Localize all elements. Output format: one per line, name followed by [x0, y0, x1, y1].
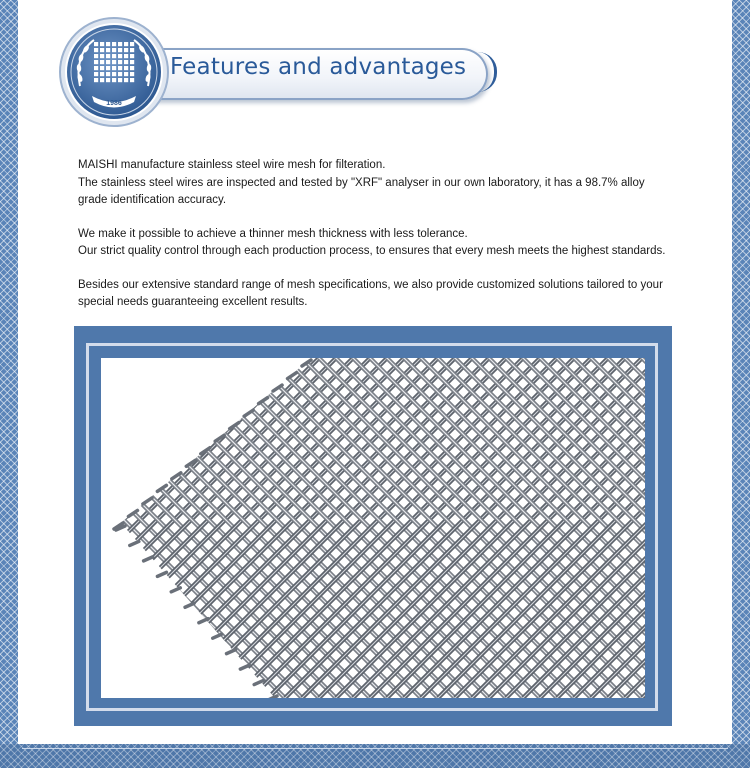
- section-header: [58, 16, 498, 128]
- description: [78, 157, 674, 328]
- woven-wire-mesh-illustration: [101, 358, 645, 698]
- paragraph-line: The stainless steel wires are inspected and tested by "XRF" analyser in our own laboratory, it has a 98.7% alloy grade identification accuracy.: [78, 176, 645, 206]
- emblem-year: 1986: [106, 100, 122, 107]
- footer-strip: [0, 744, 750, 768]
- paragraph: [78, 277, 674, 312]
- paragraph-line: MAISHI manufacture stainless steel wire mesh for filteration.: [78, 159, 386, 171]
- banner-accent: [478, 52, 497, 92]
- paragraph-line: Our strict quality control through each production process, to ensures that every mesh meets the highest standards.: [78, 245, 666, 257]
- wire-mesh-laurel-emblem-icon: [58, 16, 170, 128]
- paragraph-line: We make it possible to achieve a thinner mesh thickness with less tolerance.: [78, 227, 468, 240]
- section-title: Features and advantages: [170, 54, 467, 80]
- paragraph: [78, 226, 674, 261]
- paragraph-line: Besides our extensive standard range of mesh specifications, we also provide customized solutions tailored to your special needs guaranteeing excellent results.: [78, 278, 663, 308]
- paragraph: [78, 157, 674, 210]
- wire-mesh-photo: [101, 358, 645, 698]
